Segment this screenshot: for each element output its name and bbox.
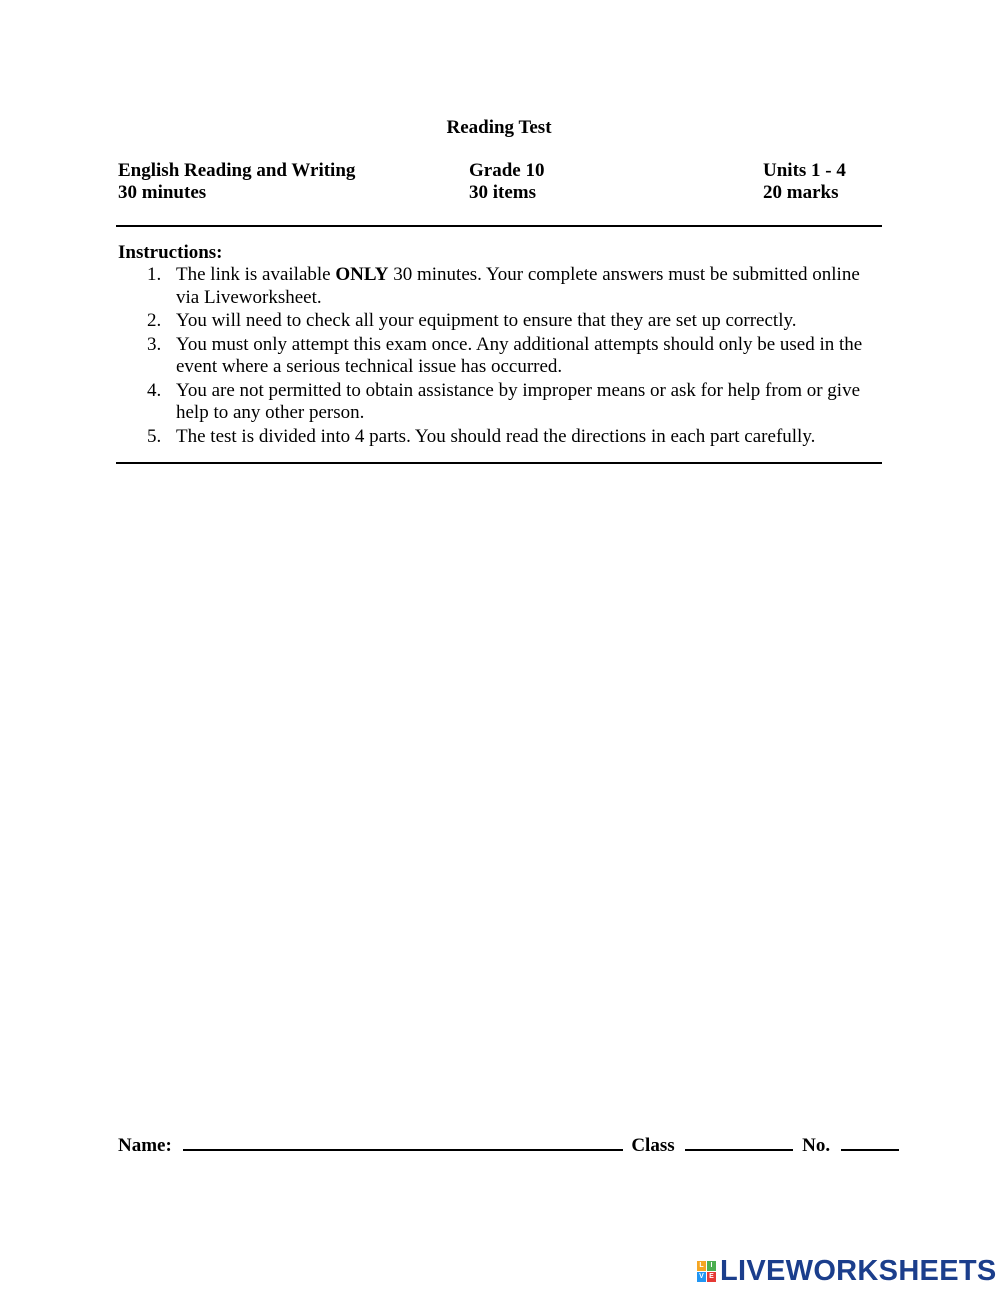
units-block <box>763 160 846 204</box>
instruction-item <box>118 334 878 379</box>
page-title: Reading Test <box>446 117 552 138</box>
instruction-item <box>118 310 878 333</box>
subject-block <box>118 160 355 204</box>
liveworksheets-logo <box>697 1256 997 1286</box>
header-divider <box>116 225 882 227</box>
instruction-text: You will need to check all your equipment to ensure that they are set up correctly. <box>176 310 797 331</box>
grade-label: Grade 10 <box>469 160 545 181</box>
instruction-item <box>118 380 878 425</box>
number-label: No. <box>802 1135 831 1156</box>
units-label: Units 1 - 4 <box>763 160 846 181</box>
logo-tile: L <box>697 1261 706 1271</box>
instruction-text: You must only attempt this exam once. Any additional attempts should only be used in the event where a serious technical issue has occurred. <box>176 333 863 377</box>
subject-label: English Reading and Writing <box>118 160 356 181</box>
liveworksheets-logo-icon <box>697 1261 716 1282</box>
instruction-text: The link is available <box>176 264 336 285</box>
instruction-number: 5. <box>147 425 162 447</box>
number-field[interactable] <box>841 1131 899 1151</box>
instruction-text: The test is divided into 4 parts. You should read the directions in each part carefully. <box>176 425 816 447</box>
instruction-number: 1. <box>147 264 162 285</box>
logo-tile: E <box>707 1272 716 1282</box>
student-info-line <box>118 1131 888 1157</box>
instruction-number: 3. <box>147 333 162 355</box>
grade-block <box>469 160 544 204</box>
marks-label: 20 marks <box>763 182 839 203</box>
class-field[interactable] <box>685 1131 793 1151</box>
instruction-text: You are not permitted to obtain assistance by improper means or ask for help from or give help to any other person. <box>176 379 861 423</box>
instruction-number: 4. <box>147 379 162 401</box>
instruction-text: 30 minutes. Your complete answers must be submitted online via Liveworksheet. <box>176 264 860 308</box>
logo-tile: V <box>697 1272 706 1282</box>
duration-label: 30 minutes <box>118 182 207 203</box>
instructions-heading: Instructions: <box>118 242 223 263</box>
instruction-emphasis: ONLY <box>335 264 389 285</box>
logo-text: LIVEWORKSHEETS <box>720 1254 997 1287</box>
instruction-number: 2. <box>147 310 162 331</box>
items-label: 30 items <box>469 182 537 203</box>
name-label: Name: <box>118 1135 172 1156</box>
instructions-section <box>118 242 878 449</box>
logo-tile: I <box>707 1261 716 1271</box>
name-field[interactable] <box>183 1131 623 1151</box>
class-label: Class <box>631 1135 675 1156</box>
instruction-item <box>118 426 878 449</box>
instructions-list <box>118 264 878 448</box>
instruction-item <box>118 264 878 309</box>
instructions-divider <box>116 462 882 464</box>
